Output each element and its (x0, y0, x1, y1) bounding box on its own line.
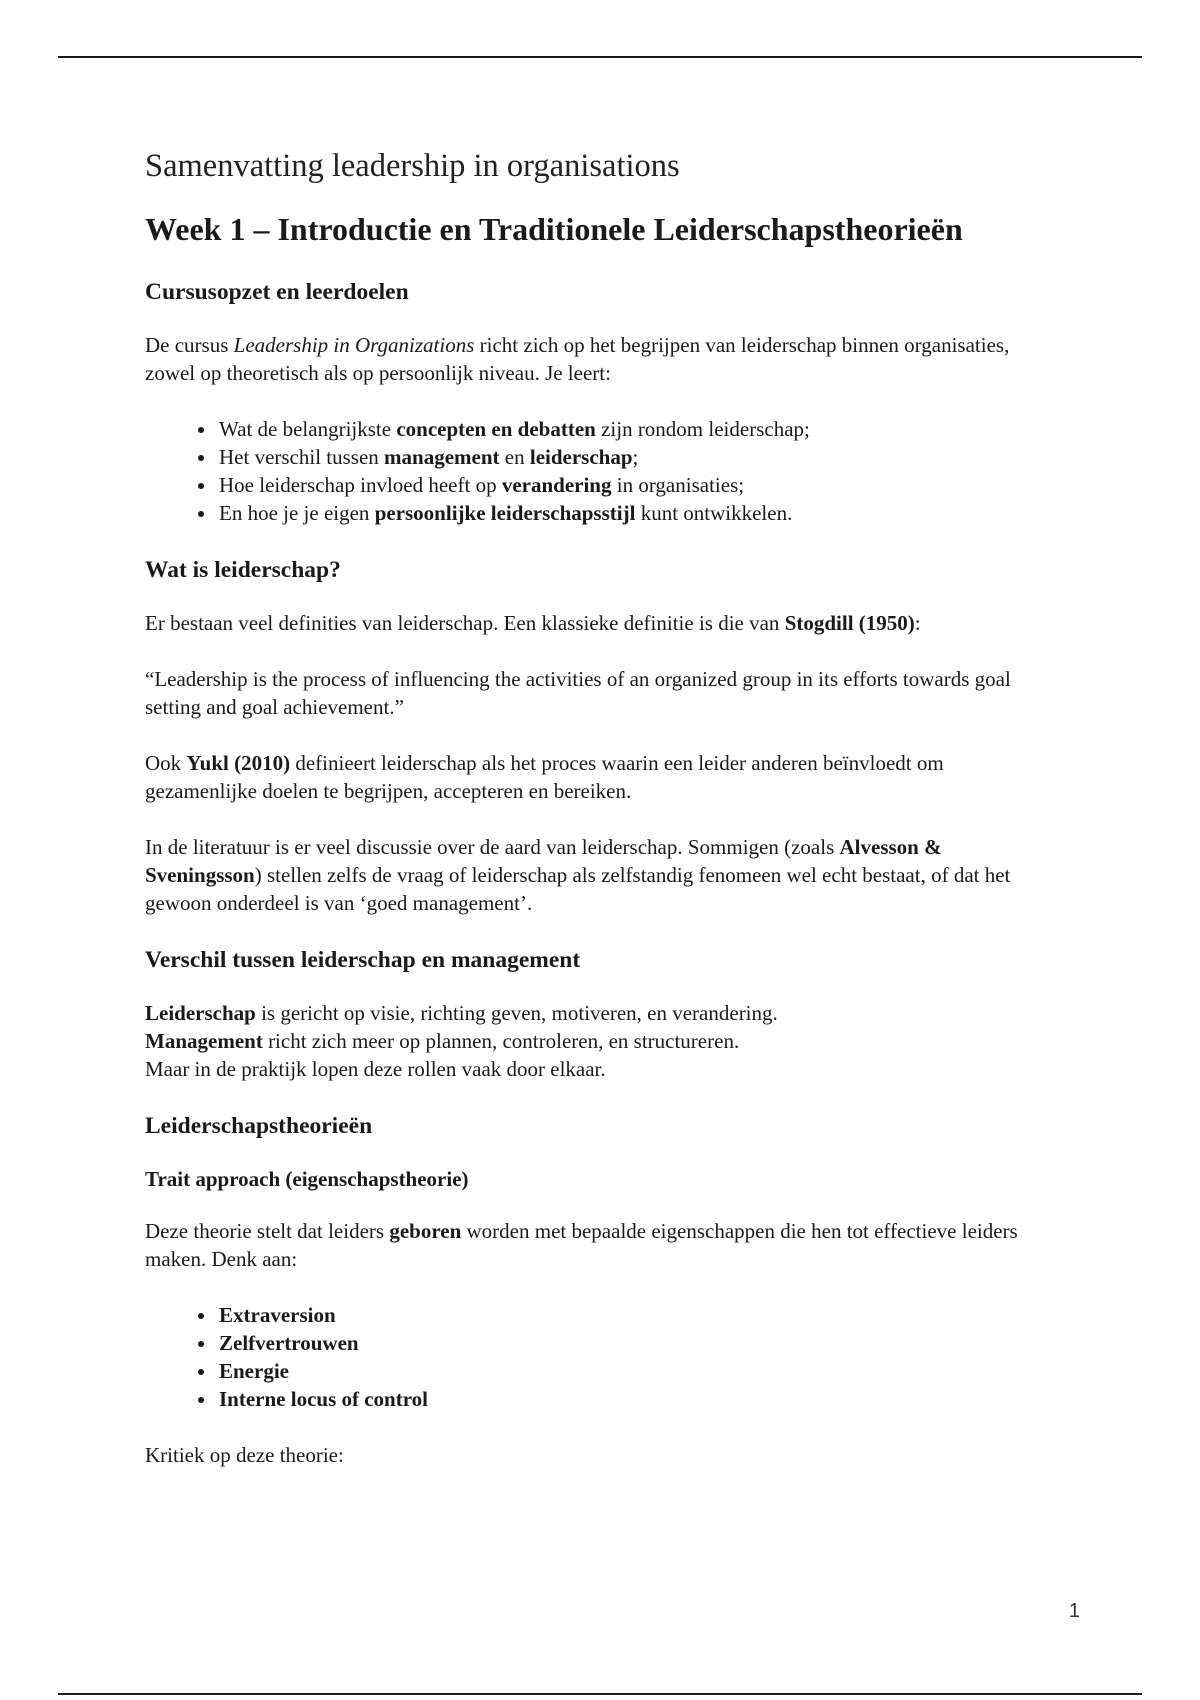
learning-goals-list (145, 415, 1045, 527)
week-heading: Week 1 – Introductie en Traditionele Leiderschapstheorieën (145, 211, 963, 247)
critique-intro: Kritiek op deze theorie: (145, 1443, 344, 1467)
list-item: • Extraversion (217, 1301, 1045, 1329)
page-number: 1 (1068, 1600, 1080, 1622)
list-item: • Wat de belangrijkste concepten en debatten zijn rondom leiderschap; (217, 415, 1045, 443)
debate-paragraph: In de literatuur is er veel discussie over de aard van leiderschap. Sommigen (zoals Alvesson & Sveningsson) stellen zelfs de vraag of leiderschap als zelfstandig fenomeen wel echt bestaat, of dat het gewoon onderdeel is van ‘goed management’. (145, 835, 1011, 915)
stogdill-quote: “Leadership is the process of influencing the activities of an organized group in its efforts towards goal setting and goal achievement.” (145, 667, 1011, 719)
top-rule (58, 56, 1142, 58)
bottom-rule (58, 1693, 1142, 1695)
yukl-paragraph: Ook Yukl (2010) definieert leiderschap als het proces waarin een leider anderen beïnvloedt om gezamenlijke doelen te begrijpen, accepteren en bereiken. (145, 751, 944, 803)
section-heading-difference: Verschil tussen leiderschap en management (145, 947, 581, 973)
list-item: • Interne locus of control (217, 1385, 1045, 1413)
list-item: • Zelfvertrouwen (217, 1329, 1045, 1357)
section-heading-definition: Wat is leiderschap? (145, 557, 341, 583)
document-body (145, 146, 1045, 1497)
section-heading-theories: Leiderschapstheorieën (145, 1113, 373, 1139)
course-intro: De cursus Leadership in Organizations richt zich op het begrijpen van leiderschap binnen organisaties, zowel op theoretisch als op persoonlijk niveau. Je leert: (145, 333, 1010, 385)
list-item: • Het verschil tussen management en leiderschap; (217, 443, 1045, 471)
subsection-heading-trait: Trait approach (eigenschapstheorie) (145, 1167, 469, 1191)
difference-paragraph: Leiderschap is gericht op visie, richting geven, motiveren, en verandering. Management richt zich meer op plannen, controleren, en structureren. Maar in de praktijk lopen deze rollen vaak door elkaar. (145, 1001, 778, 1081)
document-title: Samenvatting leadership in organisations (145, 148, 680, 184)
definition-intro: Er bestaan veel definities van leiderschap. Een klassieke definitie is die van Stogdill (1950): (145, 611, 921, 635)
list-item: • Energie (217, 1357, 1045, 1385)
list-item: • En hoe je je eigen persoonlijke leiderschapsstijl kunt ontwikkelen. (217, 499, 1045, 527)
list-item: • Hoe leiderschap invloed heeft op verandering in organisaties; (217, 471, 1045, 499)
traits-list (145, 1301, 1045, 1413)
trait-paragraph: Deze theorie stelt dat leiders geboren worden met bepaalde eigenschappen die hen tot effectieve leiders maken. Denk aan: (145, 1219, 1018, 1271)
section-heading-course: Cursusopzet en leerdoelen (145, 279, 409, 305)
